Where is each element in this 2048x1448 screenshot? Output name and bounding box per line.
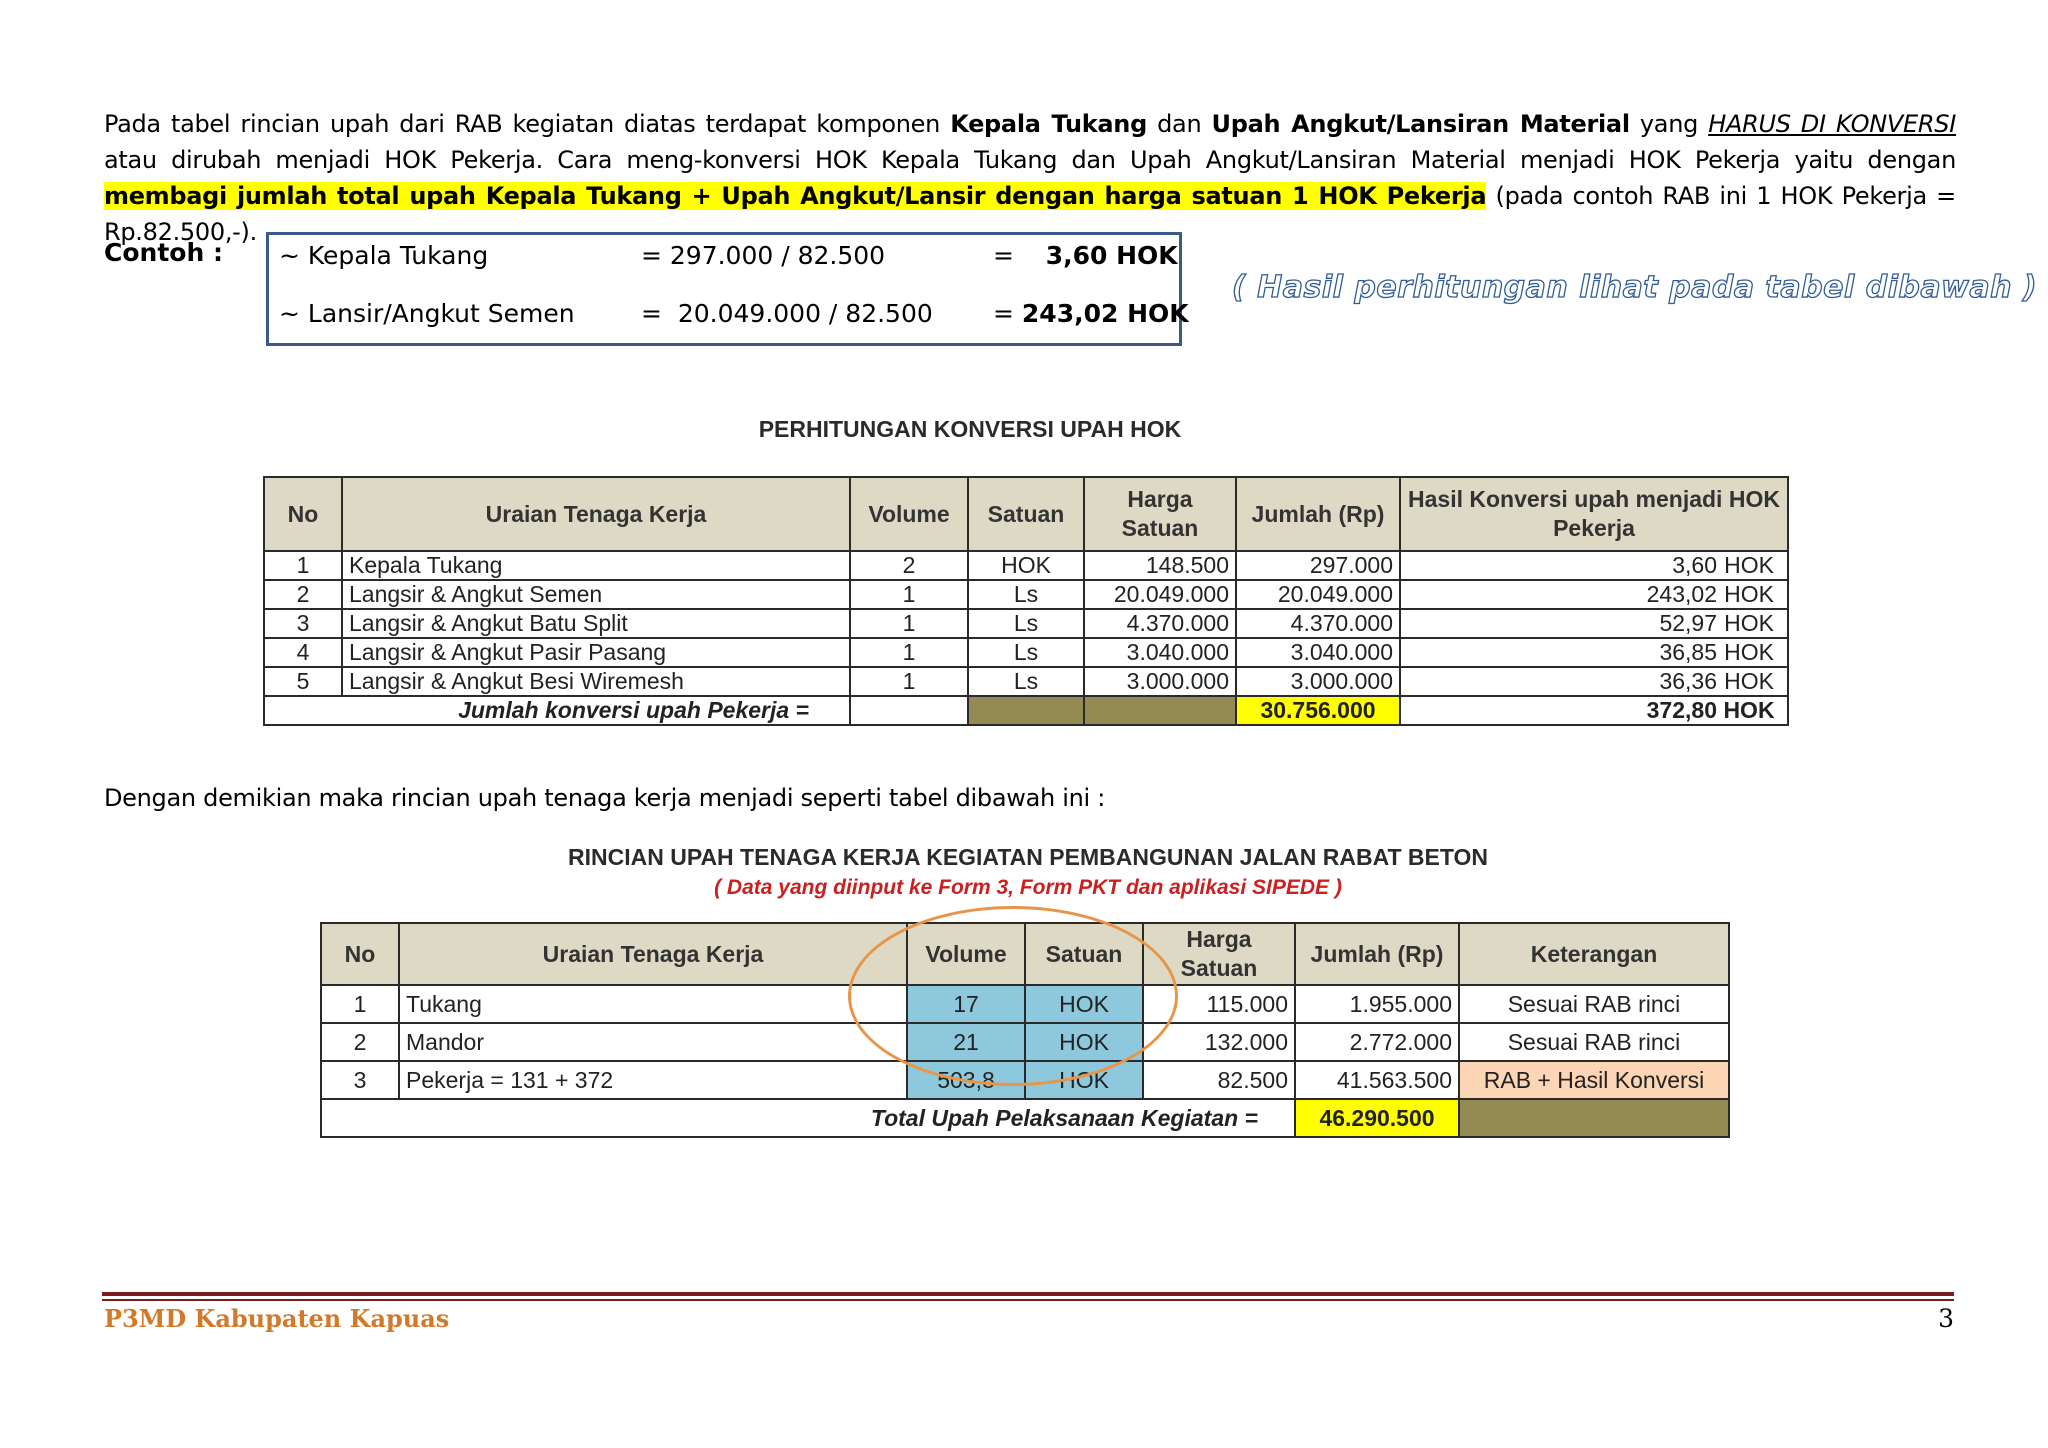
page-number: 3 (1938, 1304, 1954, 1333)
konversi-table (263, 476, 1789, 726)
intro-paragraph (104, 106, 1956, 250)
contoh-row (279, 299, 1189, 335)
cell-harga: 3.040.000 (1084, 638, 1236, 667)
cell-harga: 132.000 (1143, 1023, 1295, 1061)
col-header-satuan: Satuan (1025, 923, 1143, 985)
total-label: Total Upah Pelaksanaan Kegiatan = (321, 1099, 1295, 1137)
cell-jumlah: 20.049.000 (1236, 580, 1400, 609)
cell-keterangan: Sesuai RAB rinci (1459, 985, 1729, 1023)
cell-volume: 1 (850, 609, 968, 638)
hasil-unit: HOK (1723, 697, 1775, 723)
cell-volume: 17 (907, 985, 1025, 1023)
table-row (321, 1023, 1729, 1061)
contoh-box (266, 232, 1189, 346)
hasil-unit: HOK (1724, 581, 1774, 607)
hasil-value: 36,36 (1659, 668, 1717, 694)
cell-no: 5 (264, 667, 342, 696)
total-row (264, 696, 1788, 725)
table-row (321, 985, 1729, 1023)
cell-jumlah: 1.955.000 (1295, 985, 1459, 1023)
cell-keterangan: RAB + Hasil Konversi (1459, 1061, 1729, 1099)
bold-term-upah-angkut: Upah Angkut/Lansiran Material (1211, 110, 1630, 138)
cell-jumlah: 3.000.000 (1236, 667, 1400, 696)
col-header-no: No (264, 477, 342, 551)
hasil-unit: HOK (1724, 552, 1774, 578)
table-row (264, 638, 1788, 667)
footer-rule-thin (102, 1299, 1954, 1301)
rincian-table (320, 922, 1730, 1138)
cell-harga: 148.500 (1084, 551, 1236, 580)
table-row (264, 667, 1788, 696)
contoh-formula: = 20.049.000 / 82.500 (641, 299, 933, 328)
text-segment: yang (1629, 110, 1709, 138)
cell-uraian: Pekerja = 131 + 372 (399, 1061, 907, 1099)
cell-hasil (1400, 609, 1788, 638)
cell-jumlah: 297.000 (1236, 551, 1400, 580)
cell-volume: 21 (907, 1023, 1025, 1061)
cell-satuan: Ls (968, 638, 1084, 667)
cell-uraian: Kepala Tukang (342, 551, 850, 580)
table1-title: PERHITUNGAN KONVERSI UPAH HOK (758, 416, 1182, 442)
cell-olive (1084, 696, 1236, 725)
table2-subtitle: ( Data yang diinput ke Form 3, Form PKT dan aplikasi SIPEDE ) (714, 876, 1342, 899)
cell-hasil (1400, 580, 1788, 609)
cell-empty (850, 696, 968, 725)
hasil-value: 36,85 (1659, 639, 1717, 665)
cell-harga: 4.370.000 (1084, 609, 1236, 638)
table-row (264, 609, 1788, 638)
equals-sign: = (993, 299, 1022, 328)
second-paragraph: Dengan demikian maka rincian upah tenaga kerja menjadi seperti tabel dibawah ini : (104, 784, 1105, 812)
col-header-uraian: Uraian Tenaga Kerja (399, 923, 907, 985)
cell-no: 1 (264, 551, 342, 580)
text-segment: Pada tabel rincian upah dari RAB kegiatan diatas terdapat komponen (104, 110, 951, 138)
hasil-value: 3,60 (1672, 552, 1717, 578)
table-row (321, 1061, 1729, 1099)
col-header-satuan: Satuan (968, 477, 1084, 551)
cell-satuan: Ls (968, 580, 1084, 609)
col-header-harga: Harga Satuan (1143, 923, 1295, 985)
result-value: 3,60 HOK (1045, 241, 1178, 270)
cell-no: 4 (264, 638, 342, 667)
hasil-value: 372,80 (1646, 697, 1717, 723)
cell-hasil (1400, 551, 1788, 580)
cell-uraian: Tukang (399, 985, 907, 1023)
cell-volume: 1 (850, 580, 968, 609)
cell-keterangan: Sesuai RAB rinci (1459, 1023, 1729, 1061)
col-header-no: No (321, 923, 399, 985)
hasil-value: 52,97 (1659, 610, 1717, 636)
col-header-volume: Volume (850, 477, 968, 551)
cell-olive (1459, 1099, 1729, 1137)
table-row (264, 580, 1788, 609)
contoh-result (993, 299, 1189, 328)
col-header-jumlah: Jumlah (Rp) (1236, 477, 1400, 551)
cell-jumlah: 2.772.000 (1295, 1023, 1459, 1061)
cell-no: 3 (321, 1061, 399, 1099)
cell-volume: 503,8 (907, 1061, 1025, 1099)
result-value: 243,02 HOK (1021, 299, 1189, 328)
cell-harga: 3.000.000 (1084, 667, 1236, 696)
cell-volume: 1 (850, 638, 968, 667)
col-header-volume: Volume (907, 923, 1025, 985)
cell-jumlah: 3.040.000 (1236, 638, 1400, 667)
table-header-row (264, 477, 1788, 551)
cell-uraian: Langsir & Angkut Batu Split (342, 609, 850, 638)
cell-uraian: Langsir & Angkut Pasir Pasang (342, 638, 850, 667)
cell-harga: 20.049.000 (1084, 580, 1236, 609)
bold-term-kepala-tukang: Kepala Tukang (950, 110, 1147, 138)
cell-satuan: HOK (968, 551, 1084, 580)
col-header-uraian: Uraian Tenaga Kerja (342, 477, 850, 551)
cell-no: 1 (321, 985, 399, 1023)
hasil-note: ( Hasil perhitungan lihat pada tabel dibawah ) (1232, 270, 2038, 305)
hasil-unit: HOK (1724, 610, 1774, 636)
cell-harga: 115.000 (1143, 985, 1295, 1023)
total-jumlah: 30.756.000 (1236, 696, 1400, 725)
cell-satuan: HOK (1025, 1061, 1143, 1099)
col-header-hasil: Hasil Konversi upah menjadi HOK Pekerja (1400, 477, 1788, 551)
hasil-unit: HOK (1724, 668, 1774, 694)
cell-no: 2 (264, 580, 342, 609)
cell-harga: 82.500 (1143, 1061, 1295, 1099)
contoh-row (279, 241, 1178, 277)
cell-volume: 1 (850, 667, 968, 696)
contoh-item: ~ Lansir/Angkut Semen (279, 299, 575, 328)
highlighted-instruction: membagi jumlah total upah Kepala Tukang + Upah Angkut/Lansir dengan harga satuan 1 HOK Pekerja (104, 182, 1487, 210)
total-hasil (1400, 696, 1788, 725)
text-segment: dan (1146, 110, 1212, 138)
table-header-row (321, 923, 1729, 985)
cell-satuan: HOK (1025, 1023, 1143, 1061)
hasil-value: 243,02 (1646, 581, 1717, 607)
col-header-jumlah: Jumlah (Rp) (1295, 923, 1459, 985)
cell-satuan: Ls (968, 609, 1084, 638)
cell-uraian: Mandor (399, 1023, 907, 1061)
footer-rule (102, 1292, 1954, 1296)
cell-volume: 2 (850, 551, 968, 580)
total-jumlah: 46.290.500 (1295, 1099, 1459, 1137)
cell-no: 3 (264, 609, 342, 638)
contoh-result (993, 241, 1178, 270)
footer-organization: P3MD Kabupaten Kapuas (104, 1304, 450, 1333)
cell-no: 2 (321, 1023, 399, 1061)
cell-satuan: HOK (1025, 985, 1143, 1023)
text-segment: atau dirubah menjadi HOK Pekerja. Cara meng-konversi HOK Kepala Tukang dan Upah Angkut/Lansiran Material menjadi HOK Pekerja yaitu dengan (104, 146, 1956, 174)
cell-satuan: Ls (968, 667, 1084, 696)
table-row (264, 551, 1788, 580)
col-header-harga: Harga Satuan (1084, 477, 1236, 551)
total-row (321, 1099, 1729, 1137)
underlined-term: HARUS DI KONVERSI (1708, 110, 1956, 138)
col-header-keterangan: Keterangan (1459, 923, 1729, 985)
text-segment: (pada contoh RAB ini 1 HOK Pekerja = Rp.82.500,-). (104, 182, 1956, 246)
cell-hasil (1400, 667, 1788, 696)
cell-jumlah: 41.563.500 (1295, 1061, 1459, 1099)
equals-sign: = (993, 241, 1046, 270)
cell-jumlah: 4.370.000 (1236, 609, 1400, 638)
contoh-formula: = 297.000 / 82.500 (641, 241, 886, 270)
table2-title: RINCIAN UPAH TENAGA KERJA KEGIATAN PEMBANGUNAN JALAN RABAT BETON (567, 844, 1488, 870)
contoh-item: ~ Kepala Tukang (279, 241, 489, 270)
hasil-unit: HOK (1724, 639, 1774, 665)
contoh-label: Contoh : (104, 238, 223, 267)
cell-olive (968, 696, 1084, 725)
cell-uraian: Langsir & Angkut Semen (342, 580, 850, 609)
cell-uraian: Langsir & Angkut Besi Wiremesh (342, 667, 850, 696)
total-label: Jumlah konversi upah Pekerja = (264, 696, 850, 725)
cell-hasil (1400, 638, 1788, 667)
